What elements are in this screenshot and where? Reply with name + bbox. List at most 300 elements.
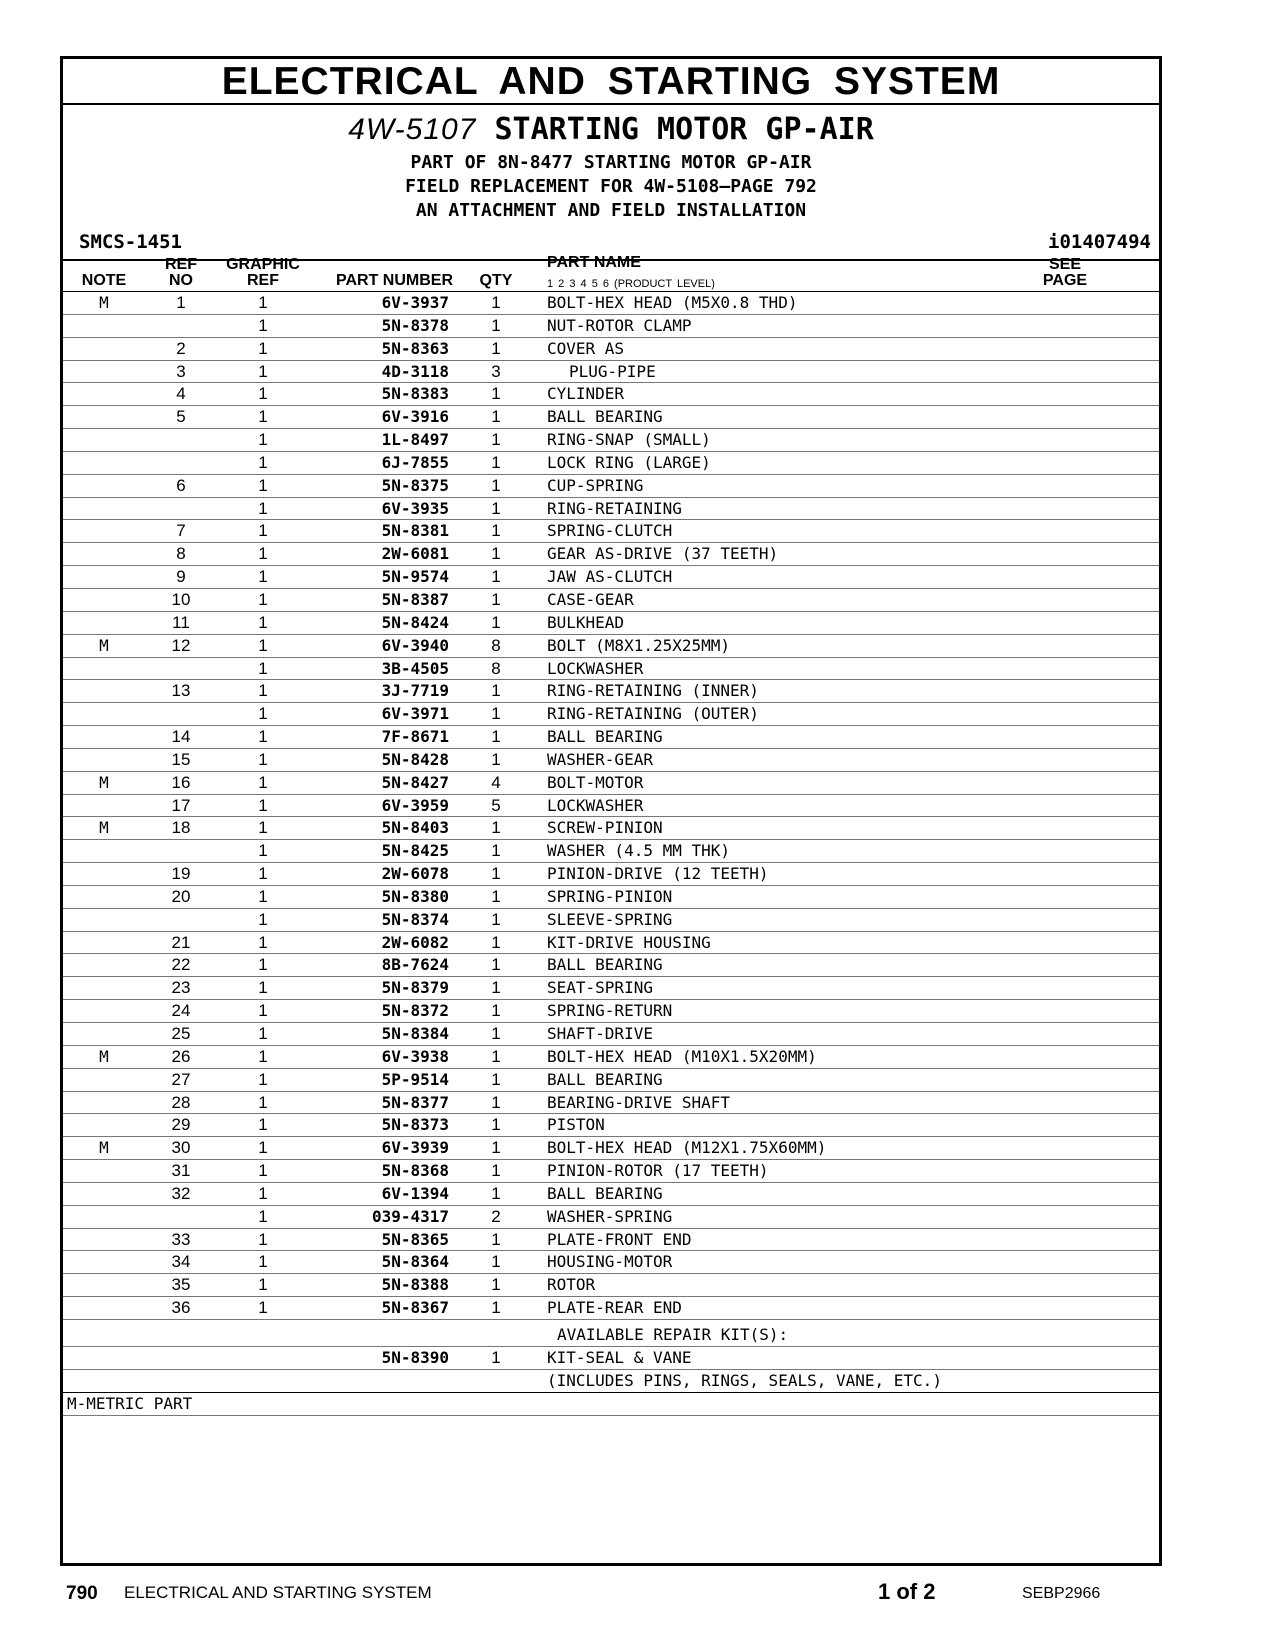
part-name-cell: BOLT-HEX HEAD (M5X0.8 THD) bbox=[547, 293, 798, 312]
part-number-cell: 5N-8377 bbox=[381, 1092, 449, 1112]
part-name-cell: CASE-GEAR bbox=[547, 589, 634, 609]
part-name-cell: BOLT (M8X1.25X25MM) bbox=[547, 635, 731, 655]
table-row bbox=[63, 635, 1159, 658]
table-row bbox=[63, 1274, 1159, 1297]
ref-no-cell: 4 bbox=[176, 384, 186, 404]
qty-cell: 1 bbox=[491, 1001, 501, 1021]
table-row bbox=[63, 429, 1159, 452]
part-number-cell: 7F-8671 bbox=[381, 727, 449, 747]
ref-no-cell: 35 bbox=[171, 1275, 191, 1295]
graphic-ref-cell: 1 bbox=[258, 841, 268, 861]
footer-page-number: 790 bbox=[66, 1583, 98, 1604]
qty-cell: 1 bbox=[491, 1229, 501, 1249]
part-name-cell: BALL BEARING bbox=[547, 1069, 663, 1089]
table-row bbox=[63, 543, 1159, 566]
group-subline-2: FIELD REPLACEMENT FOR 4W-5108—PAGE 792 bbox=[405, 176, 817, 197]
graphic-ref-cell: 1 bbox=[258, 544, 268, 564]
part-number-cell: 5N-8381 bbox=[381, 521, 449, 541]
part-number-cell: 2W-6082 bbox=[381, 932, 449, 952]
table-row bbox=[63, 1046, 1159, 1069]
qty-cell: 1 bbox=[491, 1161, 501, 1181]
part-number-cell: 5N-8364 bbox=[381, 1252, 449, 1272]
graphic-ref-cell: 1 bbox=[258, 498, 268, 518]
table-row bbox=[63, 795, 1159, 818]
graphic-ref-cell: 1 bbox=[258, 886, 268, 906]
part-name-cell: PLATE-FRONT END bbox=[547, 1229, 692, 1249]
ref-no-cell: 2 bbox=[176, 338, 186, 358]
part-number-cell: 5N-8388 bbox=[381, 1275, 449, 1295]
qty-cell: 4 bbox=[491, 772, 501, 792]
qty-cell: 1 bbox=[491, 384, 501, 404]
graphic-ref-cell: 1 bbox=[258, 1069, 268, 1089]
table-row bbox=[63, 1251, 1159, 1274]
note-cell: M bbox=[99, 772, 109, 792]
part-number-cell: 6V-3935 bbox=[381, 498, 449, 518]
qty-cell: 1 bbox=[491, 1024, 501, 1043]
qty-cell: 1 bbox=[491, 338, 501, 358]
repair-kit-name: KIT-SEAL & VANE bbox=[547, 1347, 692, 1367]
col-graphic-ref-2: REF bbox=[247, 272, 279, 289]
part-number-cell: 5N-8427 bbox=[381, 772, 449, 792]
part-name-cell: BALL BEARING bbox=[547, 727, 663, 747]
repair-kit-heading: AVAILABLE REPAIR KIT(S): bbox=[557, 1324, 789, 1344]
part-name-cell: SPRING-PINION bbox=[547, 886, 673, 906]
ref-no-cell: 30 bbox=[171, 1138, 191, 1158]
ref-no-cell: 28 bbox=[171, 1092, 191, 1112]
part-name-cell: SLEEVE-SPRING bbox=[547, 909, 673, 929]
part-name-cell: SPRING-RETURN bbox=[547, 1001, 673, 1021]
qty-cell: 1 bbox=[491, 475, 501, 495]
graphic-ref-cell: 1 bbox=[258, 635, 268, 655]
part-number-cell: 8B-7624 bbox=[381, 955, 449, 975]
graphic-ref-cell: 1 bbox=[258, 1183, 268, 1203]
ref-no-cell: 31 bbox=[171, 1161, 191, 1181]
part-number-cell: 6V-1394 bbox=[381, 1183, 449, 1203]
part-name-cell: SEAT-SPRING bbox=[547, 978, 653, 998]
qty-cell: 1 bbox=[491, 886, 501, 906]
graphic-ref-cell: 1 bbox=[258, 612, 268, 632]
part-name-cell: BOLT-HEX HEAD (M12X1.75X60MM) bbox=[547, 1138, 827, 1158]
graphic-ref-cell: 1 bbox=[258, 1092, 268, 1112]
graphic-ref-cell: 1 bbox=[258, 681, 268, 701]
graphic-ref-cell: 1 bbox=[258, 293, 268, 312]
document-id: i01407494 bbox=[1048, 231, 1151, 253]
ref-no-cell: 1 bbox=[176, 293, 186, 312]
group-subline-3: AN ATTACHMENT AND FIELD INSTALLATION bbox=[415, 200, 807, 221]
col-part-name: PART NAME bbox=[547, 254, 641, 271]
ref-no-cell: 9 bbox=[176, 567, 186, 587]
part-number-cell: 5N-8367 bbox=[381, 1298, 449, 1318]
group-subline-1: PART OF 8N-8477 STARTING MOTOR GP-AIR bbox=[410, 152, 812, 173]
graphic-ref-cell: 1 bbox=[258, 909, 268, 929]
part-number-cell: 5N-8372 bbox=[381, 1001, 449, 1021]
graphic-ref-cell: 1 bbox=[258, 452, 268, 472]
table-row bbox=[63, 566, 1159, 589]
table-row bbox=[63, 932, 1159, 955]
graphic-ref-cell: 1 bbox=[258, 727, 268, 747]
qty-cell: 1 bbox=[491, 932, 501, 952]
table-row bbox=[63, 315, 1159, 338]
qty-cell: 1 bbox=[491, 1183, 501, 1203]
qty-cell: 1 bbox=[491, 1275, 501, 1295]
part-name-cell: HOUSING-MOTOR bbox=[547, 1252, 673, 1272]
col-qty: QTY bbox=[479, 272, 513, 289]
ref-no-cell: 25 bbox=[171, 1024, 191, 1043]
part-name-cell: RING-SNAP (SMALL) bbox=[547, 430, 711, 450]
table-row bbox=[63, 406, 1159, 429]
graphic-ref-cell: 1 bbox=[258, 1275, 268, 1295]
part-name-cell: RING-RETAINING (INNER) bbox=[547, 681, 759, 701]
graphic-ref-cell: 1 bbox=[258, 1138, 268, 1158]
ref-no-cell: 10 bbox=[171, 589, 191, 609]
footer-publication: SEBP2966 bbox=[1022, 1585, 1101, 1602]
part-number-cell: 5N-8380 bbox=[381, 886, 449, 906]
ref-no-cell: 13 bbox=[171, 681, 191, 701]
graphic-ref-cell: 1 bbox=[258, 315, 268, 335]
ref-no-cell: 20 bbox=[171, 886, 191, 906]
ref-no-cell: 27 bbox=[171, 1069, 191, 1089]
part-name-cell: WASHER-GEAR bbox=[547, 749, 653, 769]
note-cell: M bbox=[99, 818, 109, 838]
graphic-ref-cell: 1 bbox=[258, 475, 268, 495]
part-number-cell: 6J-7855 bbox=[381, 452, 449, 472]
part-name-cell: CYLINDER bbox=[547, 384, 625, 404]
parts-page-frame bbox=[60, 56, 1162, 1566]
graphic-ref-cell: 1 bbox=[258, 658, 268, 678]
qty-cell: 1 bbox=[491, 612, 501, 632]
part-number-cell: 5N-8375 bbox=[381, 475, 449, 495]
part-name-cell: LOCKWASHER bbox=[547, 658, 644, 678]
graphic-ref-cell: 1 bbox=[258, 978, 268, 998]
ref-no-cell: 19 bbox=[171, 864, 191, 884]
ref-no-cell: 36 bbox=[171, 1298, 191, 1318]
part-name-cell: CUP-SPRING bbox=[547, 475, 644, 495]
table-row bbox=[63, 726, 1159, 749]
graphic-ref-cell: 1 bbox=[258, 1024, 268, 1043]
table-row bbox=[63, 1023, 1159, 1046]
ref-no-cell: 21 bbox=[171, 932, 191, 952]
footnote-row bbox=[63, 1392, 1159, 1416]
part-number-cell: 4D-3118 bbox=[381, 361, 449, 381]
graphic-ref-cell: 1 bbox=[258, 384, 268, 404]
ref-no-cell: 32 bbox=[171, 1183, 191, 1203]
graphic-ref-cell: 1 bbox=[258, 567, 268, 587]
qty-cell: 1 bbox=[491, 430, 501, 450]
part-name-cell: JAW AS-CLUTCH bbox=[547, 567, 673, 587]
part-number-cell: 5N-8378 bbox=[381, 315, 449, 335]
graphic-ref-cell: 1 bbox=[258, 1229, 268, 1249]
table-row bbox=[63, 680, 1159, 703]
ref-no-cell: 16 bbox=[171, 772, 191, 792]
group-title bbox=[63, 112, 1159, 148]
graphic-ref-cell: 1 bbox=[258, 361, 268, 381]
table-row bbox=[63, 1183, 1159, 1206]
table-row bbox=[63, 475, 1159, 498]
table-row bbox=[63, 1092, 1159, 1115]
table-row bbox=[63, 452, 1159, 475]
part-name-cell: BOLT-HEX HEAD (M10X1.5X20MM) bbox=[547, 1046, 817, 1066]
table-row bbox=[63, 1160, 1159, 1183]
qty-cell: 5 bbox=[491, 795, 501, 815]
qty-cell: 1 bbox=[491, 452, 501, 472]
part-number-cell: 5N-8403 bbox=[381, 818, 449, 838]
qty-cell: 2 bbox=[491, 1206, 501, 1226]
part-number-cell: 5N-8374 bbox=[381, 909, 449, 929]
ref-no-cell: 3 bbox=[176, 361, 186, 381]
graphic-ref-cell: 1 bbox=[258, 430, 268, 450]
table-row bbox=[63, 840, 1159, 863]
part-name-cell: SPRING-CLUTCH bbox=[547, 521, 673, 541]
ref-no-cell: 5 bbox=[176, 407, 186, 427]
part-number-cell: 5N-8424 bbox=[381, 612, 449, 632]
table-row bbox=[63, 1000, 1159, 1023]
part-name-cell: LOCKWASHER bbox=[547, 795, 644, 815]
table-row bbox=[63, 863, 1159, 886]
qty-cell: 1 bbox=[491, 1298, 501, 1318]
graphic-ref-cell: 1 bbox=[258, 818, 268, 838]
qty-cell: 1 bbox=[491, 567, 501, 587]
part-number-cell: 3J-7719 bbox=[381, 681, 449, 701]
qty-cell: 1 bbox=[491, 1069, 501, 1089]
part-number-cell: 6V-3939 bbox=[381, 1138, 449, 1158]
table-row bbox=[63, 1069, 1159, 1092]
graphic-ref-cell: 1 bbox=[258, 1206, 268, 1226]
qty-cell: 3 bbox=[491, 361, 501, 381]
part-number-cell: 6V-3937 bbox=[381, 293, 449, 312]
qty-cell: 8 bbox=[491, 635, 501, 655]
graphic-ref-cell: 1 bbox=[258, 521, 268, 541]
part-name-cell: BALL BEARING bbox=[547, 1183, 663, 1203]
part-number-cell: 039-4317 bbox=[371, 1206, 449, 1226]
qty-cell: 1 bbox=[491, 681, 501, 701]
ref-no-cell: 15 bbox=[171, 749, 191, 769]
part-name-cell: BEARING-DRIVE SHAFT bbox=[547, 1092, 731, 1112]
col-note: NOTE bbox=[81, 272, 127, 289]
part-name-cell: SHAFT-DRIVE bbox=[547, 1024, 653, 1043]
qty-cell: 1 bbox=[491, 315, 501, 335]
ref-no-cell: 29 bbox=[171, 1115, 191, 1135]
part-number-cell: 5N-8387 bbox=[381, 589, 449, 609]
table-row bbox=[63, 338, 1159, 361]
qty-cell: 1 bbox=[491, 544, 501, 564]
graphic-ref-cell: 1 bbox=[258, 589, 268, 609]
part-number-cell: 6V-3916 bbox=[381, 407, 449, 427]
table-row bbox=[63, 817, 1159, 840]
repair-kit-part-number: 5N-8390 bbox=[381, 1347, 449, 1367]
ref-no-cell: 6 bbox=[176, 475, 186, 495]
col-see-page-2: PAGE bbox=[1042, 272, 1088, 289]
table-row bbox=[63, 772, 1159, 795]
ref-no-cell: 11 bbox=[172, 612, 190, 632]
repair-kit-qty: 1 bbox=[491, 1347, 501, 1367]
part-number-cell: 5N-9574 bbox=[381, 567, 449, 587]
part-name-cell: PISTON bbox=[547, 1115, 605, 1135]
part-name-cell: RING-RETAINING (OUTER) bbox=[547, 704, 759, 724]
qty-cell: 1 bbox=[491, 1138, 501, 1158]
qty-cell: 1 bbox=[491, 521, 501, 541]
part-number-cell: 5N-8384 bbox=[381, 1024, 449, 1043]
part-name-cell: BOLT-MOTOR bbox=[547, 772, 644, 792]
part-name-cell: NUT-ROTOR CLAMP bbox=[547, 315, 692, 335]
graphic-ref-cell: 1 bbox=[258, 932, 268, 952]
part-name-cell: PINION-ROTOR (17 TEETH) bbox=[547, 1161, 769, 1181]
part-name-cell: WASHER (4.5 MM THK) bbox=[547, 841, 731, 861]
graphic-ref-cell: 1 bbox=[258, 1115, 268, 1135]
ref-no-cell: 24 bbox=[171, 1001, 191, 1021]
section-banner: ELECTRICAL AND STARTING SYSTEM bbox=[63, 59, 1159, 105]
table-row bbox=[63, 361, 1159, 384]
part-name-cell: PLUG-PIPE bbox=[569, 361, 656, 381]
table-row bbox=[63, 1229, 1159, 1252]
table-row bbox=[63, 886, 1159, 909]
table-row bbox=[63, 749, 1159, 772]
part-name-cell: KIT-DRIVE HOUSING bbox=[547, 932, 711, 952]
qty-cell: 1 bbox=[491, 864, 501, 884]
table-row bbox=[63, 977, 1159, 1000]
qty-cell: 1 bbox=[491, 818, 501, 838]
col-ref-no-1: REF bbox=[165, 256, 197, 273]
part-name-cell: PINION-DRIVE (12 TEETH) bbox=[547, 864, 769, 884]
ref-no-cell: 22 bbox=[171, 955, 191, 975]
table-row bbox=[63, 1297, 1159, 1320]
repair-kit-includes-row bbox=[63, 1370, 1159, 1392]
col-ref-no-2: NO bbox=[169, 272, 193, 289]
part-name-cell: RING-RETAINING bbox=[547, 498, 682, 518]
col-product-level: 1 2 3 4 5 6 (PRODUCT LEVEL) bbox=[547, 278, 715, 290]
part-name-cell: BALL BEARING bbox=[547, 955, 663, 975]
part-number-cell: 2W-6081 bbox=[381, 544, 449, 564]
graphic-ref-cell: 1 bbox=[258, 795, 268, 815]
part-number-cell: 5N-8383 bbox=[381, 384, 449, 404]
qty-cell: 1 bbox=[491, 704, 501, 724]
qty-cell: 1 bbox=[491, 293, 501, 312]
part-name-cell: BALL BEARING bbox=[547, 407, 663, 427]
part-number-cell: 6V-3959 bbox=[381, 795, 449, 815]
ref-no-cell: 33 bbox=[171, 1229, 191, 1249]
graphic-ref-cell: 1 bbox=[258, 1298, 268, 1318]
table-row bbox=[63, 498, 1159, 521]
qty-cell: 1 bbox=[491, 749, 501, 769]
part-name-cell: BULKHEAD bbox=[547, 612, 625, 632]
footer-section: ELECTRICAL AND STARTING SYSTEM bbox=[124, 1583, 432, 1602]
graphic-ref-cell: 1 bbox=[258, 864, 268, 884]
part-name-cell: COVER AS bbox=[547, 338, 625, 358]
graphic-ref-cell: 1 bbox=[258, 338, 268, 358]
note-cell: M bbox=[99, 293, 109, 312]
repair-kit-heading-row bbox=[63, 1320, 1159, 1346]
part-number-cell: 5N-8428 bbox=[381, 749, 449, 769]
part-number-cell: 6V-3938 bbox=[381, 1046, 449, 1066]
qty-cell: 1 bbox=[491, 909, 501, 929]
table-row bbox=[63, 954, 1159, 977]
col-graphic-ref-1: GRAPHIC bbox=[226, 256, 300, 273]
table-row bbox=[63, 589, 1159, 612]
repair-kit-includes: (INCLUDES PINS, RINGS, SEALS, VANE, ETC.) bbox=[547, 1370, 942, 1390]
qty-cell: 1 bbox=[491, 978, 501, 998]
table-row bbox=[63, 909, 1159, 932]
graphic-ref-cell: 1 bbox=[258, 749, 268, 769]
col-part-number: PART NUMBER bbox=[335, 272, 453, 289]
part-name-cell: ROTOR bbox=[547, 1275, 596, 1295]
ref-no-cell: 12 bbox=[171, 635, 191, 655]
ref-no-cell: 8 bbox=[176, 544, 186, 564]
part-name-cell: SCREW-PINION bbox=[547, 818, 663, 838]
note-cell: M bbox=[99, 1138, 109, 1158]
table-row bbox=[63, 520, 1159, 543]
graphic-ref-cell: 1 bbox=[258, 704, 268, 724]
part-number-cell: 5N-8379 bbox=[381, 978, 449, 998]
part-name-cell: GEAR AS-DRIVE (37 TEETH) bbox=[547, 544, 779, 564]
part-number-cell: 5N-8368 bbox=[381, 1161, 449, 1181]
qty-cell: 1 bbox=[491, 1115, 501, 1135]
qty-cell: 1 bbox=[491, 589, 501, 609]
note-cell: M bbox=[99, 1046, 109, 1066]
metric-part-footnote: M-METRIC PART bbox=[67, 1393, 193, 1413]
part-name-cell: PLATE-REAR END bbox=[547, 1298, 682, 1318]
ref-no-cell: 18 bbox=[171, 818, 191, 838]
table-row bbox=[63, 1137, 1159, 1160]
qty-cell: 1 bbox=[491, 1046, 501, 1066]
graphic-ref-cell: 1 bbox=[258, 772, 268, 792]
parts-table bbox=[63, 291, 1159, 1416]
table-row bbox=[63, 1114, 1159, 1137]
graphic-ref-cell: 1 bbox=[258, 955, 268, 975]
part-number-cell: 6V-3940 bbox=[381, 635, 449, 655]
part-number-cell: 5N-8425 bbox=[381, 841, 449, 861]
table-row bbox=[63, 292, 1159, 315]
table-row bbox=[63, 1206, 1159, 1229]
table-row bbox=[63, 703, 1159, 726]
qty-cell: 8 bbox=[491, 658, 501, 678]
graphic-ref-cell: 1 bbox=[258, 1001, 268, 1021]
note-cell: M bbox=[99, 635, 109, 655]
qty-cell: 1 bbox=[491, 1252, 501, 1272]
table-row bbox=[63, 383, 1159, 406]
part-number-cell: 5N-8373 bbox=[381, 1115, 449, 1135]
graphic-ref-cell: 1 bbox=[258, 407, 268, 427]
table-row bbox=[63, 612, 1159, 635]
graphic-ref-cell: 1 bbox=[258, 1252, 268, 1272]
smcs-code: SMCS-1451 bbox=[79, 231, 182, 253]
part-number-cell: 5N-8363 bbox=[381, 338, 449, 358]
graphic-ref-cell: 1 bbox=[258, 1161, 268, 1181]
col-see-page-1: SEE bbox=[1048, 256, 1081, 273]
qty-cell: 1 bbox=[491, 727, 501, 747]
repair-kit-row bbox=[63, 1346, 1159, 1370]
group-number: 4W-5107 bbox=[348, 113, 477, 146]
ref-no-cell: 23 bbox=[171, 978, 191, 998]
part-name-cell: WASHER-SPRING bbox=[547, 1206, 673, 1226]
part-number-cell: 2W-6078 bbox=[381, 864, 449, 884]
part-name-cell: LOCK RING (LARGE) bbox=[547, 452, 711, 472]
graphic-ref-cell: 1 bbox=[258, 1046, 268, 1066]
footer-sheet: 1 of 2 bbox=[878, 1579, 936, 1604]
qty-cell: 1 bbox=[491, 498, 501, 518]
qty-cell: 1 bbox=[491, 841, 501, 861]
part-number-cell: 1L-8497 bbox=[381, 430, 449, 450]
ref-no-cell: 26 bbox=[171, 1046, 191, 1066]
qty-cell: 1 bbox=[491, 955, 501, 975]
ref-no-cell: 34 bbox=[171, 1252, 191, 1272]
part-number-cell: 6V-3971 bbox=[381, 704, 449, 724]
part-number-cell: 5N-8365 bbox=[381, 1229, 449, 1249]
ref-no-cell: 14 bbox=[171, 727, 191, 747]
table-row bbox=[63, 658, 1159, 681]
part-number-cell: 5P-9514 bbox=[381, 1069, 449, 1089]
ref-no-cell: 17 bbox=[171, 795, 191, 815]
qty-cell: 1 bbox=[491, 1092, 501, 1112]
group-name: STARTING MOTOR GP-AIR bbox=[494, 112, 874, 147]
